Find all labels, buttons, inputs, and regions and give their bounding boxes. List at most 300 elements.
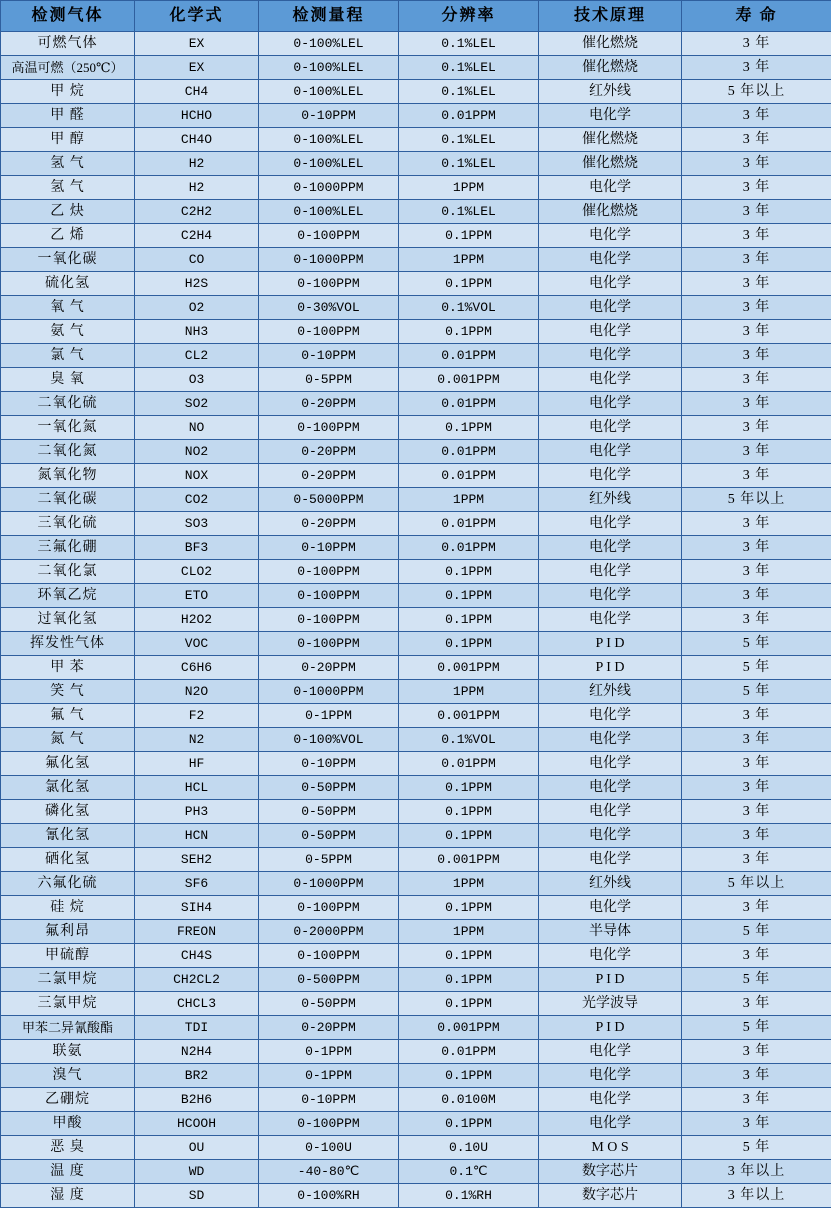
cell-resolution: 0.001PPM	[399, 1016, 539, 1040]
cell-gas: 挥发性气体	[1, 632, 135, 656]
cell-gas: 温 度	[1, 1160, 135, 1184]
table-row	[1, 344, 831, 368]
cell-lifetime: 3 年	[682, 128, 831, 152]
cell-resolution: 0.1%LEL	[399, 32, 539, 56]
cell-range: 0-10PPM	[259, 752, 399, 776]
cell-range: 0-50PPM	[259, 776, 399, 800]
cell-resolution: 0.1℃	[399, 1160, 539, 1184]
cell-range: 0-10PPM	[259, 344, 399, 368]
cell-principle: 电化学	[539, 176, 682, 200]
cell-range: 0-100%LEL	[259, 56, 399, 80]
cell-formula: FREON	[135, 920, 259, 944]
cell-resolution: 0.01PPM	[399, 512, 539, 536]
cell-formula: SIH4	[135, 896, 259, 920]
cell-formula: CO2	[135, 488, 259, 512]
cell-gas: 三氧化硫	[1, 512, 135, 536]
cell-resolution: 0.1PPM	[399, 1064, 539, 1088]
cell-range: 0-1PPM	[259, 704, 399, 728]
cell-formula: H2	[135, 152, 259, 176]
cell-resolution: 0.01PPM	[399, 104, 539, 128]
table-row	[1, 488, 831, 512]
cell-lifetime: 3 年	[682, 440, 831, 464]
header-row	[1, 1, 831, 32]
cell-lifetime: 3 年	[682, 176, 831, 200]
table-row	[1, 392, 831, 416]
table-row	[1, 632, 831, 656]
cell-gas: 笑 气	[1, 680, 135, 704]
cell-range: 0-500PPM	[259, 968, 399, 992]
cell-resolution: 0.01PPM	[399, 392, 539, 416]
cell-principle: 催化燃烧	[539, 128, 682, 152]
cell-range: 0-1000PPM	[259, 680, 399, 704]
cell-resolution: 0.01PPM	[399, 536, 539, 560]
cell-principle: 半导体	[539, 920, 682, 944]
cell-resolution: 0.1PPM	[399, 824, 539, 848]
cell-gas: 硒化氢	[1, 848, 135, 872]
cell-resolution: 0.001PPM	[399, 656, 539, 680]
cell-resolution: 1PPM	[399, 248, 539, 272]
cell-gas: 二氧化氯	[1, 560, 135, 584]
table-row	[1, 656, 831, 680]
cell-principle: 电化学	[539, 1040, 682, 1064]
table-row	[1, 776, 831, 800]
table-row	[1, 440, 831, 464]
cell-gas: 甲 烷	[1, 80, 135, 104]
cell-gas: 氟 气	[1, 704, 135, 728]
cell-formula: HCOOH	[135, 1112, 259, 1136]
cell-formula: CO	[135, 248, 259, 272]
cell-formula: O3	[135, 368, 259, 392]
table-row	[1, 584, 831, 608]
cell-formula: NO	[135, 416, 259, 440]
table-row	[1, 1136, 831, 1160]
cell-resolution: 0.1%RH	[399, 1184, 539, 1208]
table-header	[1, 1, 831, 32]
cell-range: 0-100PPM	[259, 272, 399, 296]
cell-principle: 光学波导	[539, 992, 682, 1016]
cell-lifetime: 3 年	[682, 224, 831, 248]
cell-lifetime: 3 年	[682, 800, 831, 824]
cell-principle: 电化学	[539, 320, 682, 344]
cell-formula: CH4	[135, 80, 259, 104]
cell-resolution: 0.1PPM	[399, 632, 539, 656]
cell-principle: P I D	[539, 632, 682, 656]
cell-gas: 三氯甲烷	[1, 992, 135, 1016]
cell-lifetime: 3 年	[682, 1040, 831, 1064]
cell-principle: 催化燃烧	[539, 56, 682, 80]
table-row	[1, 752, 831, 776]
cell-gas: 硅 烷	[1, 896, 135, 920]
cell-lifetime: 3 年	[682, 1112, 831, 1136]
column-header-formula: 化学式	[135, 1, 259, 32]
cell-lifetime: 5 年	[682, 1136, 831, 1160]
cell-principle: 电化学	[539, 1112, 682, 1136]
cell-principle: P I D	[539, 1016, 682, 1040]
cell-principle: 催化燃烧	[539, 200, 682, 224]
table-row	[1, 728, 831, 752]
cell-gas: 甲苯二异氰酸酯	[1, 1016, 135, 1040]
cell-principle: 电化学	[539, 728, 682, 752]
cell-gas: 氧 气	[1, 296, 135, 320]
cell-range: 0-100U	[259, 1136, 399, 1160]
cell-resolution: 1PPM	[399, 920, 539, 944]
cell-resolution: 1PPM	[399, 872, 539, 896]
cell-range: 0-50PPM	[259, 824, 399, 848]
table-row	[1, 272, 831, 296]
cell-range: 0-50PPM	[259, 800, 399, 824]
cell-gas: 臭 氧	[1, 368, 135, 392]
cell-formula: O2	[135, 296, 259, 320]
cell-formula: CHCL3	[135, 992, 259, 1016]
cell-range: 0-100PPM	[259, 944, 399, 968]
cell-principle: 电化学	[539, 560, 682, 584]
cell-formula: F2	[135, 704, 259, 728]
cell-range: 0-100PPM	[259, 896, 399, 920]
cell-resolution: 0.1PPM	[399, 896, 539, 920]
table-row	[1, 176, 831, 200]
cell-lifetime: 3 年	[682, 392, 831, 416]
cell-resolution: 1PPM	[399, 176, 539, 200]
cell-formula: SD	[135, 1184, 259, 1208]
cell-formula: HCN	[135, 824, 259, 848]
cell-formula: SO2	[135, 392, 259, 416]
cell-principle: 电化学	[539, 512, 682, 536]
cell-gas: 过氧化氢	[1, 608, 135, 632]
cell-gas: 氰化氢	[1, 824, 135, 848]
cell-principle: 红外线	[539, 488, 682, 512]
cell-range: 0-100PPM	[259, 320, 399, 344]
cell-resolution: 0.1PPM	[399, 560, 539, 584]
cell-principle: 电化学	[539, 896, 682, 920]
cell-range: 0-100PPM	[259, 416, 399, 440]
cell-range: 0-5PPM	[259, 848, 399, 872]
table-row	[1, 560, 831, 584]
column-header-range: 检测量程	[259, 1, 399, 32]
cell-lifetime: 3 年以上	[682, 1184, 831, 1208]
table-row	[1, 128, 831, 152]
cell-range: 0-30%VOL	[259, 296, 399, 320]
column-header-gas: 检测气体	[1, 1, 135, 32]
table-row	[1, 1112, 831, 1136]
table-row	[1, 536, 831, 560]
cell-resolution: 0.1%VOL	[399, 728, 539, 752]
cell-lifetime: 3 年	[682, 848, 831, 872]
cell-formula: BR2	[135, 1064, 259, 1088]
table-row	[1, 152, 831, 176]
cell-gas: 二氯甲烷	[1, 968, 135, 992]
cell-lifetime: 3 年	[682, 32, 831, 56]
cell-range: 0-1PPM	[259, 1064, 399, 1088]
cell-principle: 电化学	[539, 224, 682, 248]
cell-lifetime: 3 年	[682, 752, 831, 776]
cell-resolution: 0.1%LEL	[399, 200, 539, 224]
cell-formula: HCL	[135, 776, 259, 800]
cell-lifetime: 3 年	[682, 1088, 831, 1112]
cell-lifetime: 3 年	[682, 344, 831, 368]
cell-formula: SEH2	[135, 848, 259, 872]
cell-lifetime: 3 年	[682, 416, 831, 440]
table-row	[1, 824, 831, 848]
cell-formula: ETO	[135, 584, 259, 608]
cell-range: 0-2000PPM	[259, 920, 399, 944]
cell-resolution: 0.1PPM	[399, 800, 539, 824]
column-header-lifetime: 寿 命	[682, 1, 831, 32]
cell-range: 0-20PPM	[259, 440, 399, 464]
table-row	[1, 944, 831, 968]
cell-resolution: 0.01PPM	[399, 752, 539, 776]
cell-range: 0-100%LEL	[259, 32, 399, 56]
cell-formula: HF	[135, 752, 259, 776]
cell-lifetime: 3 年	[682, 608, 831, 632]
cell-range: 0-100PPM	[259, 1112, 399, 1136]
cell-range: 0-100PPM	[259, 632, 399, 656]
cell-range: 0-1000PPM	[259, 176, 399, 200]
cell-gas: 氮 气	[1, 728, 135, 752]
cell-gas: 可燃气体	[1, 32, 135, 56]
cell-gas: 氨 气	[1, 320, 135, 344]
cell-gas: 甲酸	[1, 1112, 135, 1136]
cell-formula: H2O2	[135, 608, 259, 632]
cell-formula: N2	[135, 728, 259, 752]
cell-principle: 电化学	[539, 824, 682, 848]
cell-formula: B2H6	[135, 1088, 259, 1112]
cell-formula: CH4O	[135, 128, 259, 152]
cell-gas: 联氨	[1, 1040, 135, 1064]
cell-formula: SO3	[135, 512, 259, 536]
cell-lifetime: 3 年	[682, 536, 831, 560]
cell-range: 0-10PPM	[259, 1088, 399, 1112]
cell-formula: OU	[135, 1136, 259, 1160]
cell-gas: 甲硫醇	[1, 944, 135, 968]
cell-range: 0-1PPM	[259, 1040, 399, 1064]
cell-lifetime: 5 年	[682, 1016, 831, 1040]
cell-formula: EX	[135, 32, 259, 56]
cell-formula: NOX	[135, 464, 259, 488]
cell-range: 0-100PPM	[259, 224, 399, 248]
cell-lifetime: 3 年	[682, 248, 831, 272]
cell-resolution: 0.001PPM	[399, 704, 539, 728]
cell-lifetime: 3 年	[682, 728, 831, 752]
cell-formula: BF3	[135, 536, 259, 560]
cell-gas: 湿 度	[1, 1184, 135, 1208]
table-row	[1, 992, 831, 1016]
table-row	[1, 200, 831, 224]
table-row	[1, 1088, 831, 1112]
cell-formula: PH3	[135, 800, 259, 824]
table-row	[1, 320, 831, 344]
cell-principle: P I D	[539, 968, 682, 992]
cell-resolution: 0.10U	[399, 1136, 539, 1160]
cell-resolution: 0.01PPM	[399, 464, 539, 488]
cell-gas: 恶 臭	[1, 1136, 135, 1160]
cell-range: 0-20PPM	[259, 392, 399, 416]
cell-lifetime: 3 年	[682, 1064, 831, 1088]
cell-gas: 乙 炔	[1, 200, 135, 224]
cell-resolution: 0.1PPM	[399, 584, 539, 608]
cell-formula: TDI	[135, 1016, 259, 1040]
cell-gas: 甲 苯	[1, 656, 135, 680]
cell-resolution: 0.1PPM	[399, 608, 539, 632]
cell-formula: CLO2	[135, 560, 259, 584]
cell-resolution: 1PPM	[399, 680, 539, 704]
cell-formula: EX	[135, 56, 259, 80]
cell-range: 0-5000PPM	[259, 488, 399, 512]
cell-range: 0-10PPM	[259, 104, 399, 128]
cell-resolution: 0.1PPM	[399, 968, 539, 992]
cell-range: 0-100%VOL	[259, 728, 399, 752]
cell-principle: 红外线	[539, 80, 682, 104]
cell-range: 0-100%LEL	[259, 200, 399, 224]
table-row	[1, 872, 831, 896]
cell-principle: 电化学	[539, 368, 682, 392]
table-row	[1, 680, 831, 704]
cell-lifetime: 3 年	[682, 584, 831, 608]
cell-gas: 二氧化碳	[1, 488, 135, 512]
cell-lifetime: 5 年以上	[682, 488, 831, 512]
cell-resolution: 0.1%LEL	[399, 128, 539, 152]
cell-principle: 红外线	[539, 680, 682, 704]
cell-principle: 催化燃烧	[539, 32, 682, 56]
cell-formula: N2H4	[135, 1040, 259, 1064]
cell-gas: 氢 气	[1, 152, 135, 176]
cell-principle: 电化学	[539, 608, 682, 632]
cell-lifetime: 3 年	[682, 776, 831, 800]
cell-principle: 催化燃烧	[539, 152, 682, 176]
cell-gas: 乙硼烷	[1, 1088, 135, 1112]
column-header-principle: 技术原理	[539, 1, 682, 32]
cell-formula: H2	[135, 176, 259, 200]
table-row	[1, 968, 831, 992]
cell-lifetime: 3 年	[682, 368, 831, 392]
cell-range: 0-10PPM	[259, 536, 399, 560]
cell-gas: 三氟化硼	[1, 536, 135, 560]
cell-lifetime: 3 年	[682, 512, 831, 536]
table-row	[1, 848, 831, 872]
cell-range: 0-5PPM	[259, 368, 399, 392]
cell-resolution: 0.01PPM	[399, 1040, 539, 1064]
cell-range: 0-1000PPM	[259, 872, 399, 896]
cell-formula: NO2	[135, 440, 259, 464]
cell-formula: SF6	[135, 872, 259, 896]
cell-resolution: 0.1PPM	[399, 776, 539, 800]
cell-principle: 电化学	[539, 272, 682, 296]
cell-formula: CL2	[135, 344, 259, 368]
cell-lifetime: 3 年	[682, 56, 831, 80]
cell-formula: C6H6	[135, 656, 259, 680]
cell-resolution: 0.01PPM	[399, 440, 539, 464]
table-row	[1, 368, 831, 392]
table-row	[1, 896, 831, 920]
cell-resolution: 0.1PPM	[399, 320, 539, 344]
cell-gas: 六氟化硫	[1, 872, 135, 896]
cell-resolution: 0.1%LEL	[399, 152, 539, 176]
cell-formula: CH2CL2	[135, 968, 259, 992]
cell-principle: 电化学	[539, 944, 682, 968]
cell-principle: P I D	[539, 656, 682, 680]
cell-gas: 环氧乙烷	[1, 584, 135, 608]
cell-resolution: 0.1PPM	[399, 224, 539, 248]
cell-lifetime: 3 年	[682, 320, 831, 344]
cell-formula: HCHO	[135, 104, 259, 128]
cell-lifetime: 5 年以上	[682, 80, 831, 104]
cell-principle: 数字芯片	[539, 1184, 682, 1208]
cell-principle: 电化学	[539, 248, 682, 272]
cell-resolution: 0.0100M	[399, 1088, 539, 1112]
cell-resolution: 0.1%LEL	[399, 80, 539, 104]
cell-lifetime: 3 年	[682, 152, 831, 176]
cell-range: 0-100PPM	[259, 608, 399, 632]
table-row	[1, 224, 831, 248]
table-body	[1, 32, 831, 1208]
cell-resolution: 0.001PPM	[399, 368, 539, 392]
cell-formula: CH4S	[135, 944, 259, 968]
cell-lifetime: 3 年	[682, 704, 831, 728]
cell-principle: 电化学	[539, 800, 682, 824]
table-row	[1, 608, 831, 632]
table-row	[1, 1064, 831, 1088]
cell-lifetime: 3 年以上	[682, 1160, 831, 1184]
cell-lifetime: 5 年	[682, 920, 831, 944]
table-row	[1, 296, 831, 320]
table-row	[1, 704, 831, 728]
cell-lifetime: 3 年	[682, 296, 831, 320]
cell-lifetime: 3 年	[682, 824, 831, 848]
cell-gas: 甲 醛	[1, 104, 135, 128]
cell-formula: C2H4	[135, 224, 259, 248]
cell-gas: 氯化氢	[1, 776, 135, 800]
cell-range: 0-100%LEL	[259, 152, 399, 176]
cell-formula: WD	[135, 1160, 259, 1184]
table-row	[1, 1040, 831, 1064]
cell-formula: VOC	[135, 632, 259, 656]
cell-range: 0-20PPM	[259, 464, 399, 488]
cell-principle: 电化学	[539, 584, 682, 608]
table-row	[1, 80, 831, 104]
cell-lifetime: 3 年	[682, 104, 831, 128]
cell-principle: 电化学	[539, 392, 682, 416]
table-row	[1, 920, 831, 944]
cell-principle: 电化学	[539, 536, 682, 560]
cell-range: 0-20PPM	[259, 656, 399, 680]
cell-principle: 数字芯片	[539, 1160, 682, 1184]
cell-resolution: 0.1PPM	[399, 992, 539, 1016]
cell-gas: 硫化氢	[1, 272, 135, 296]
table-row	[1, 464, 831, 488]
cell-principle: 电化学	[539, 416, 682, 440]
cell-gas: 氟利昂	[1, 920, 135, 944]
cell-gas: 一氧化氮	[1, 416, 135, 440]
cell-resolution: 0.1PPM	[399, 1112, 539, 1136]
cell-gas: 氟化氢	[1, 752, 135, 776]
cell-range: 0-1000PPM	[259, 248, 399, 272]
cell-range: 0-100%RH	[259, 1184, 399, 1208]
cell-gas: 二氧化氮	[1, 440, 135, 464]
cell-principle: 电化学	[539, 1064, 682, 1088]
cell-lifetime: 5 年	[682, 656, 831, 680]
cell-range: -40-80℃	[259, 1160, 399, 1184]
table-row	[1, 248, 831, 272]
cell-principle: 电化学	[539, 104, 682, 128]
cell-gas: 一氧化碳	[1, 248, 135, 272]
cell-lifetime: 3 年	[682, 944, 831, 968]
cell-resolution: 0.001PPM	[399, 848, 539, 872]
cell-range: 0-100%LEL	[259, 80, 399, 104]
cell-principle: 电化学	[539, 776, 682, 800]
cell-principle: 红外线	[539, 872, 682, 896]
cell-gas: 磷化氢	[1, 800, 135, 824]
cell-range: 0-20PPM	[259, 1016, 399, 1040]
cell-principle: 电化学	[539, 704, 682, 728]
